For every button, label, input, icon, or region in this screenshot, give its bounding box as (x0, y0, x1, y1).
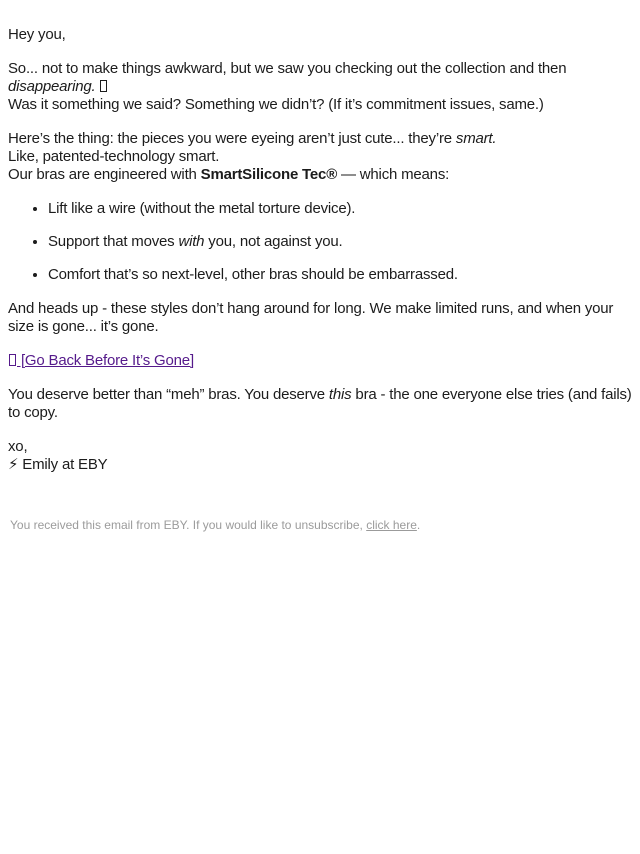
email-footer (8, 518, 632, 533)
benefit-item-support: • Support that moves with you, not against you. (48, 233, 632, 251)
benefits-list (8, 200, 632, 284)
tech-pitch-paragraph: Here’s the thing: the pieces you were eyeing aren’t just cute... they’re smart. Like, patented-technology smart. Our bras are engineered with SmartSilicone Tec® — which means: (8, 130, 497, 183)
unsubscribe-link[interactable]: click here (366, 518, 417, 532)
footer-text-period: . (416, 518, 421, 532)
signoff-paragraph: xo, ⚡ Emily at EBY (8, 438, 108, 473)
benefit-item-comfort: • Comfort that’s so next-level, other bras should be embarrassed. (48, 266, 632, 284)
benefit-item-lift: • Lift like a wire (without the metal torture device). (48, 200, 632, 218)
cta-paragraph (8, 352, 632, 370)
missing-emoji-glyph (100, 80, 107, 92)
closing-paragraph: You deserve better than “meh” bras. You deserve this bra - the one everyone else tries (and fails) to copy. (8, 386, 632, 421)
footer-text: You received this email from EBY. If you would like to unsubscribe, (10, 518, 367, 532)
go-back-link[interactable]: [Go Back Before It’s Gone] (8, 352, 194, 369)
urgency-paragraph: And heads up - these styles don’t hang around for long. We make limited runs, and when your size is gone... it’s gone. (8, 300, 614, 335)
lightning-bolt-icon: ⚡ (8, 456, 19, 473)
intro-paragraph: So... not to make things awkward, but we saw you checking out the collection and then disappearing. Was it something we said? Something we didn’t? (If it’s commitment issues, same.) (8, 60, 567, 113)
greeting-paragraph: Hey you, (8, 26, 66, 43)
missing-emoji-glyph (9, 354, 16, 366)
